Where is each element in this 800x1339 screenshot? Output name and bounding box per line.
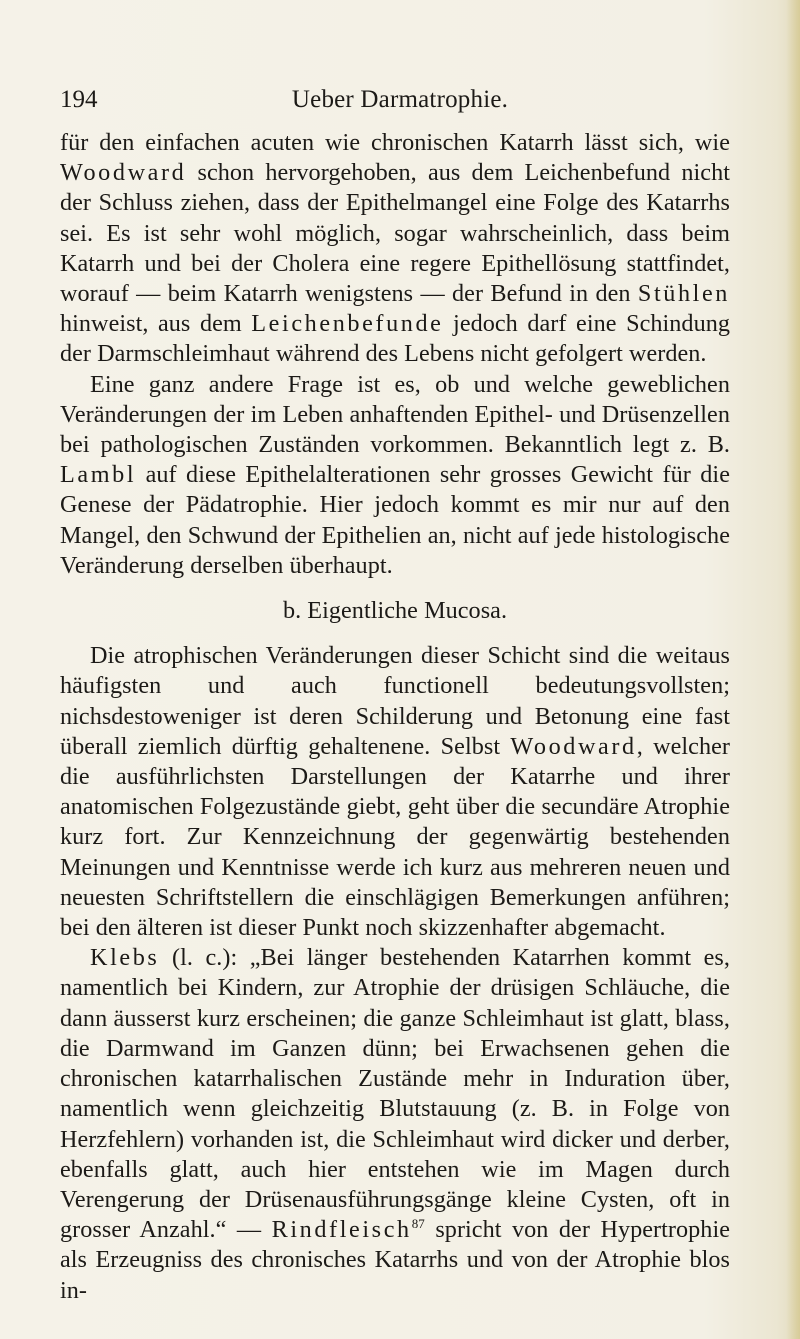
paragraph-4 — [60, 943, 730, 1305]
paragraph-3 — [60, 641, 730, 943]
text-run: Eine ganz andere Frage ist es, ob und welche geweblichen Veränderungen der im Leben anhaftenden Epithel- und Drüsenzellen bei pathologischen Zuständen vorkommen. Bekanntlich legt z. B. — [60, 370, 730, 459]
paragraph-2 — [60, 370, 730, 581]
author-name: Klebs — [90, 944, 160, 972]
text-run: (l. c.): „Bei länger bestehenden Katarrhen kommt es, namentlich bei Kindern, zur Atrophie der drüsigen Schläuche, die dann äusserst kurz erscheinen; die ganze Schleimhaut ist glatt, blass, die Darmwand im Ganzen dünn; bei Erwachsenen gehen die chronischen katarrhalischen Zustände mehr in Induration über, namentlich wenn gleichzeitig Blutstauung (z. B. in Folge von Herzfehlern) vorhanden ist, die Schleimhaut wird dicker und derber, ebenfalls glatt, auch hier entstehen wie im Magen durch Verengerung der Drüsenausführungsgänge kleine Cysten, oft in grosser Anzahl.“ — — [60, 944, 730, 1244]
text-run: auf diese Epithelalterationen sehr grosses Gewicht für die Genese der Pädatrophie. Hier jedoch kommt es mir nur auf den Mangel, den Schwund der Epithelien an, nicht auf jede histologische Veränderung derselben überhaupt. — [60, 461, 730, 579]
author-name: Lambl — [60, 461, 137, 489]
text-run: für den einfachen acuten wie chronischen Katarrh lässt sich, wie — [60, 129, 730, 156]
body-text — [60, 128, 730, 1306]
text-run: spricht von der Hypertrophie als Erzeugniss des chronisches Katarrhs und von der Atrophie blos in- — [60, 1216, 730, 1304]
text-run: hinweist, aus dem — [60, 310, 252, 338]
emphasis: Stühlen — [637, 280, 730, 308]
text-run: , welcher die ausführlichsten Darstellungen der Katarrhe und ihrer anatomischen Folgezustände giebt, geht über die secundäre Atrophie kurz fort. Zur Kennzeichnung der gegenwärtig bestehenden Meinungen und Kenntnisse werde ich kurz aus mehreren neuen und neuesten Schriftstellern die einschlägigen Bemerkungen anführen; bei den älteren ist dieser Punkt noch skizzenhafter abgemacht. — [60, 732, 730, 942]
author-name: Woodward — [510, 732, 637, 760]
page-header — [60, 86, 740, 120]
section-heading: b. Eigentliche Mucosa. — [282, 597, 508, 625]
paragraph-1 — [60, 128, 730, 370]
author-name: Woodward — [60, 159, 187, 187]
running-title: Ueber Darmatrophie. — [291, 86, 509, 113]
page-edge-shadow — [786, 0, 800, 1339]
text-run: Die atrophischen Veränderungen dieser Schicht sind die weitaus häufigsten und auch functionell bedeutungsvollsten; nichsdestoweniger ist deren Schilderung und Betonung eine fast überall ziemlich dürftig gehaltenene. Selbst — [60, 642, 730, 760]
page-number: 194 — [60, 86, 98, 113]
text-run: jedoch darf eine Schindung der Darmschleimhaut während des Lebens nicht gefolgert werden. — [60, 310, 730, 368]
text-run: schon hervorgehoben, aus dem Leichenbefund nicht der Schluss ziehen, dass der Epithelmangel eine Folge des Katarrhs sei. Es ist sehr wohl möglich, sogar wahrscheinlich, dass beim Katarrh und bei der Cholera eine regere Epithellösung stattfindet, worauf — beim Katarrh wenigstens — der Befund in den — [60, 159, 730, 308]
footnote-reference: 87 — [411, 1216, 425, 1232]
author-name: Rindfleisch — [271, 1216, 412, 1244]
emphasis: Leichenbefunde — [251, 310, 444, 338]
